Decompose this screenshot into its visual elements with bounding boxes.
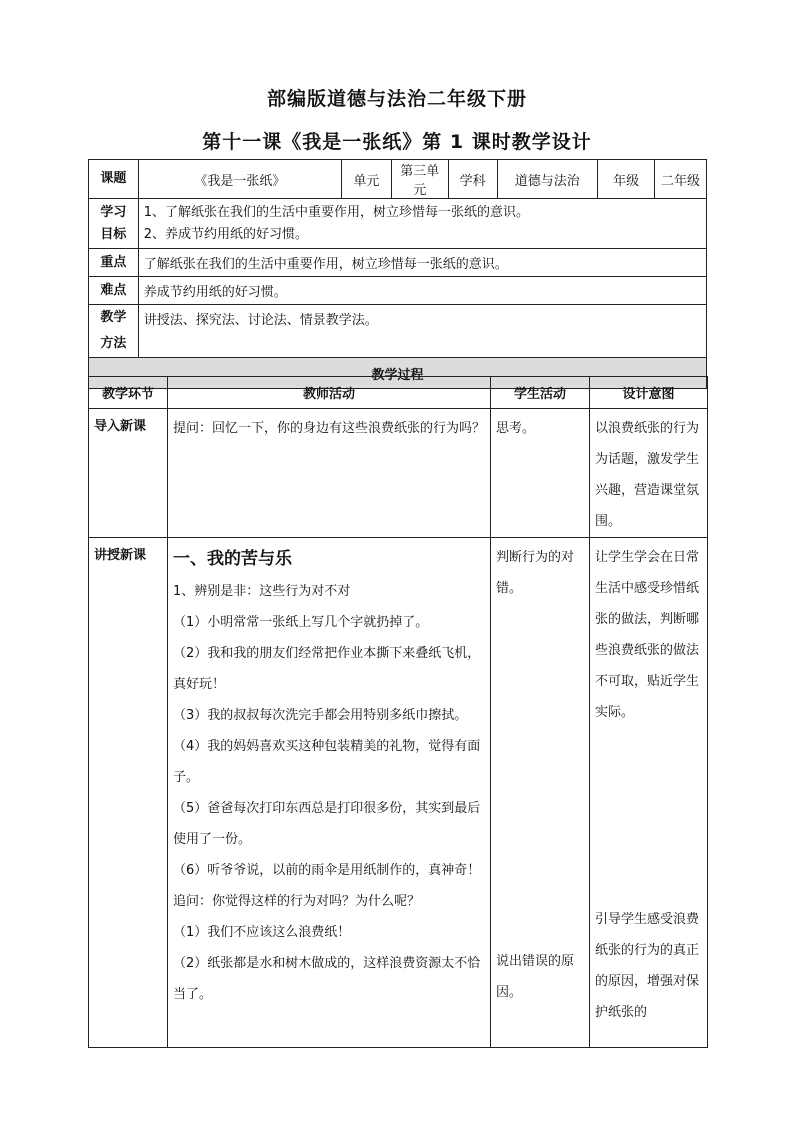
key-label: 重点 — [89, 249, 139, 277]
new-lesson-row — [89, 538, 708, 1048]
method-label-line-1: 教学 — [100, 310, 127, 325]
student-activity-1: 判断行为的对错。 — [496, 550, 575, 596]
subject-label: 学科 — [448, 160, 497, 199]
difficult-value: 养成节约用纸的好习惯。 — [138, 277, 706, 305]
lesson-line: 1、辨别是非：这些行为对不对 — [173, 584, 351, 599]
intro-teacher: 提问：回忆一下，你的身边有这些浪费纸张的行为吗？ — [168, 409, 491, 538]
section-heading: 一、我的苦与乐 — [173, 549, 292, 569]
new-intent — [590, 538, 708, 1048]
intent-2: 引导学生感受浪费纸张的行为的真正的原因，增强对保护纸张的 — [595, 912, 700, 1020]
process-rows-table — [88, 376, 708, 1048]
topic-value: 《我是一张纸》 — [138, 160, 341, 199]
col-intent-header: 设计意图 — [590, 377, 708, 409]
intro-intent: 以浪费纸张的行为为话题，激发学生兴趣，营造课堂氛围。 — [590, 409, 708, 538]
difficult-row — [89, 277, 707, 305]
new-stage: 讲授新课 — [89, 538, 168, 1048]
subject-value: 道德与法治 — [497, 160, 598, 199]
lesson-line: 追问：你觉得这样的行为对吗？为什么呢？ — [173, 894, 421, 909]
lesson-line: （4）我的妈妈喜欢买这种包装精美的礼物，觉得有面子。 — [173, 739, 481, 785]
document-title: 部编版道德与法治二年级下册 — [266, 88, 527, 110]
intro-row — [89, 409, 708, 538]
lesson-line: （2）纸张都是水和树木做成的，这样浪费资源太不恰当了。 — [173, 956, 481, 1002]
goals-row — [89, 199, 707, 249]
lesson-line: （6）听爷爷说，以前的雨伞是用纸制作的，真神奇！ — [173, 863, 481, 878]
intro-student: 思考。 — [491, 409, 590, 538]
document-subtitle: 第十一课《我是一张纸》第 1 课时教学设计 — [202, 131, 592, 153]
grade-label: 年级 — [598, 160, 655, 199]
student-spacer — [496, 604, 584, 946]
grade-value: 二年级 — [655, 160, 707, 199]
intent-1: 让学生学会在日常生活中感受珍惜纸张的做法，判断哪些浪费纸张的做法不可取，贴近学生实际。 — [595, 550, 700, 720]
goals-value — [138, 199, 706, 249]
student-activity-2: 说出错误的原因。 — [496, 954, 575, 1000]
key-row — [89, 249, 707, 277]
goals-label-line-1: 学习 — [100, 204, 127, 220]
intent-spacer — [595, 728, 702, 904]
goal-item: 1、了解纸张在我们的生活中重要作用，树立珍惜每一张纸的意识。 — [143, 204, 530, 220]
info-row — [89, 160, 707, 199]
goals-label-line-2: 目标 — [100, 226, 127, 242]
lesson-line: （3）我的叔叔每次洗完手都会用特别多纸巾擦拭。 — [173, 708, 468, 723]
new-teacher — [168, 538, 491, 1048]
lesson-line: （5）爸爸每次打印东西总是打印很多份，其实到最后使用了一份。 — [173, 801, 481, 847]
method-label-line-2: 方法 — [100, 336, 127, 351]
difficult-label: 难点 — [89, 277, 139, 305]
col-stage-header: 教学环节 — [89, 377, 168, 409]
col-teacher-header: 教师活动 — [168, 377, 491, 409]
goal-item: 2、养成节约用纸的好习惯。 — [143, 226, 309, 242]
method-row — [89, 305, 707, 358]
lesson-line: （1）我们不应该这么浪费纸！ — [173, 925, 351, 940]
process-header-row-2 — [89, 377, 708, 409]
key-value: 了解纸张在我们的生活中重要作用，树立珍惜每一张纸的意识。 — [138, 249, 706, 277]
unit-value: 第三单元 — [391, 160, 448, 199]
process-section-title: 教学过程 — [89, 358, 707, 389]
col-student-header: 学生活动 — [491, 377, 590, 409]
new-student — [491, 538, 590, 1048]
lesson-line: （1）小明常常一张纸上写几个字就扔掉了。 — [173, 615, 429, 630]
unit-label: 单元 — [342, 160, 392, 199]
topic-label: 课题 — [89, 160, 139, 199]
goals-label — [89, 199, 139, 249]
lesson-plan-table — [88, 159, 707, 389]
lesson-line: （2）我和我的朋友们经常把作业本撕下来叠纸飞机，真好玩！ — [173, 646, 481, 692]
intro-stage: 导入新课 — [89, 409, 168, 538]
method-label — [89, 305, 139, 358]
method-value: 讲授法、探究法、讨论法、情景教学法。 — [138, 305, 706, 358]
